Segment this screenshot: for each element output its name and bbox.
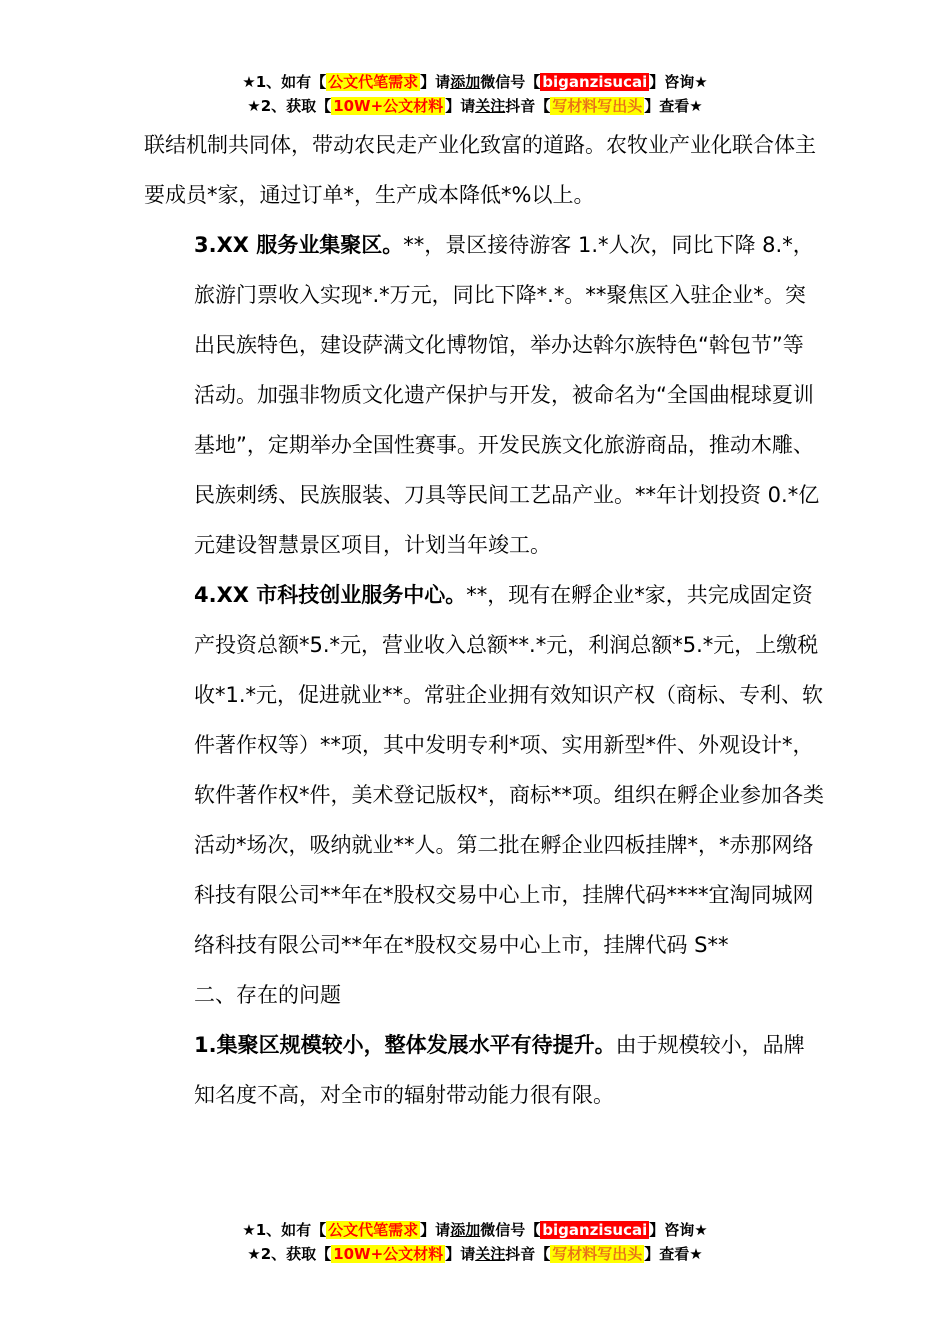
banner-text: ★1、如有【 — [242, 73, 327, 91]
paragraph — [144, 1020, 824, 1120]
banner-highlight: 写材料写出头 — [552, 1245, 643, 1263]
paragraph-heading: 1.集聚区规模较小，整体发展水平有待提升。 — [194, 1033, 616, 1057]
header-banner — [0, 70, 950, 118]
footer-banner — [0, 1218, 950, 1266]
paragraph-text: **，景区接待游客 1.*人次，同比下降 8.*，旅游门票收入实现*.*万元，同比下降*.*。**聚焦区入驻企业*。突出民族特色，建设萨满文化博物馆，举办达斡尔族特色“斡包节”等活动。加强非物质文化遗产保护与开发，被命名为“全国曲棍球夏训基地”，定期举办全国性赛事。开发民族文化旅游商品，推动木雕、民族刺绣、民族服装、刀具等民间工艺品产业。**年计划投资 0.*亿元建设智慧景区项目，计划当年竣工。 — [194, 233, 820, 557]
banner-highlight: biganzisucai — [542, 1221, 648, 1239]
banner-emphasis: 添加 — [450, 73, 481, 91]
banner-text: ★1、如有【 — [242, 1221, 327, 1239]
paragraph-text: **，现有在孵企业*家，共完成固定资产投资总额*5.*元，营业收入总额**.*元，利润总额*5.*元，上缴税收*1.*元，促进就业**。常驻企业拥有效知识产权（商标、专利、软件著作权等）**项，其中发明专利*项、实用新型*件、外观设计*，软件著作权*件，美术登记版权*，商标**项。组织在孵企业参加各类活动*场次，吸纳就业**人。第二批在孵企业四板挂牌*，*赤那网络科技有限公司**年在*股权交易中心上市，挂牌代码****宜淘同城网络科技有限公司**年在*股权交易中心上市，挂牌代码 S** — [194, 583, 824, 957]
paragraph-text: 由于规模较小，品牌知名度不高，对全市的辐射带动能力很有限。 — [194, 1033, 805, 1107]
paragraph — [144, 570, 824, 970]
banner-text: 抖音【 — [505, 97, 551, 115]
banner-emphasis: 关注 — [475, 1245, 506, 1263]
banner-text: ★2、获取【 — [247, 1245, 332, 1263]
banner-text: 】查看★ — [644, 97, 703, 115]
paragraph — [144, 220, 824, 570]
banner-line-2 — [0, 94, 950, 118]
paragraph-heading: 3.XX 服务业集聚区。 — [194, 233, 404, 257]
banner-text: 】请 — [445, 1245, 476, 1263]
banner-text: ★2、获取【 — [247, 97, 332, 115]
banner-text: 】咨询★ — [649, 1221, 708, 1239]
banner-line-1 — [0, 70, 950, 94]
banner-text: 】查看★ — [644, 1245, 703, 1263]
banner-text: 微信号【 — [480, 73, 541, 91]
banner-highlight: biganzisucai — [542, 73, 648, 91]
document-body — [144, 120, 824, 1120]
banner-highlight: 公文代笔需求 — [328, 73, 419, 91]
paragraph-heading: 4.XX 市科技创业服务中心。 — [194, 583, 467, 607]
banner-emphasis: 添加 — [450, 1221, 481, 1239]
banner-highlight: 公文代笔需求 — [328, 1221, 419, 1239]
banner-text: 抖音【 — [505, 1245, 551, 1263]
banner-text: 】请 — [445, 97, 476, 115]
paragraph: 联结机制共同体，带动农民走产业化致富的道路。农牧业产业化联合体主要成员*家，通过订单*，生产成本降低*%以上。 — [144, 133, 816, 207]
banner-line-1 — [0, 1218, 950, 1242]
banner-highlight: 写材料写出头 — [552, 97, 643, 115]
banner-highlight: 10W+公文材料 — [333, 97, 444, 115]
banner-text: 】请 — [420, 1221, 451, 1239]
banner-line-2 — [0, 1242, 950, 1266]
banner-emphasis: 关注 — [475, 97, 506, 115]
banner-text: 微信号【 — [480, 1221, 541, 1239]
banner-highlight: 10W+公文材料 — [333, 1245, 444, 1263]
section-heading: 二、存在的问题 — [194, 983, 341, 1007]
banner-text: 】咨询★ — [649, 73, 708, 91]
banner-text: 】请 — [420, 73, 451, 91]
